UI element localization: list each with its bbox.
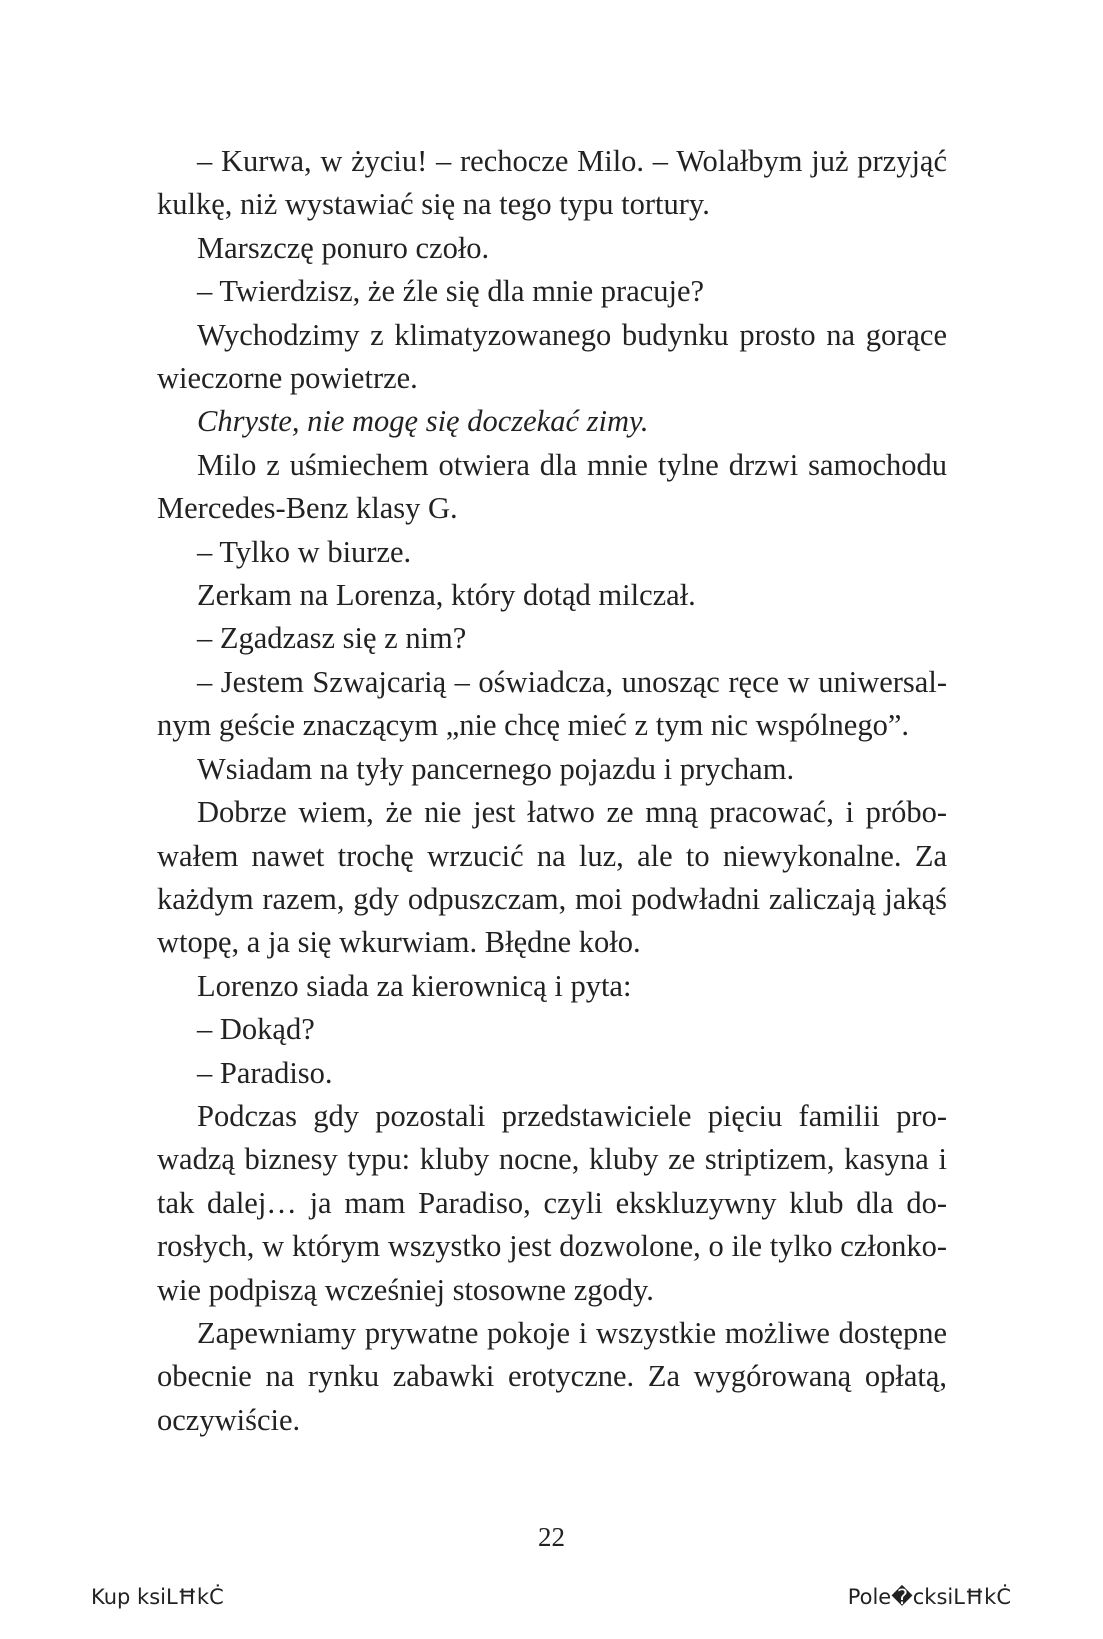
body-text — [157, 140, 947, 1442]
paragraph: – Zgadzasz się z nim? — [197, 621, 467, 656]
paragraph: Dobrze wiem, że nie jest łatwo ze mną pracować, i próbowałem nawet trochę wrzucić na luz, ale to niewykonalne. Za każdym razem, gdy odpuszczam, moi podwładni zaliczają jakąś wtopę, a ja się wkurwiam. Błędne koło. — [157, 795, 947, 960]
paragraph: Podczas gdy pozostali przedstawiciele pięciu familii prowadzą biznesy typu: kluby nocne, kluby ze striptizem, kasyna i tak dalej… ja mam Paradiso, czyli ekskluzywny klub dla dorosłych, w którym wszystko jest dozwolone, o ile tylko członkowie podpiszą wcześniej stosowne zgody. — [157, 1098, 947, 1307]
paragraph: Wychodzimy z klimatyzowanego budynku prosto na gorące wieczorne powietrze. — [157, 317, 947, 396]
paragraph: – Paradiso. — [197, 1055, 333, 1090]
paragraph: Zapewniamy prywatne pokoje i wszystkie możliwe dostępne obecnie na rynku zabawki erotyczne. Za wygórowaną opłatą, oczywiście. — [157, 1315, 947, 1437]
buy-book-link[interactable]: Kup ksiLĦkĊ — [91, 1585, 224, 1609]
paragraph: – Jestem Szwajcarią – oświadcza, unosząc ręce w uniwersalnym geście znaczącym „nie chcę mieć z tym nic wspólnego”. — [157, 664, 947, 743]
paragraph: Lorenzo siada za kierownicą i pyta: — [197, 968, 632, 1003]
paragraph: – Dokąd? — [197, 1012, 315, 1047]
paragraph: Wsiadam na tyły pancernego pojazdu i prycham. — [197, 751, 795, 786]
paragraph: Marszczę ponuro czoło. — [197, 230, 490, 265]
paragraph: Zerkam na Lorenza, który dotąd milczał. — [197, 578, 696, 613]
paragraph-italic: Chryste, nie mogę się doczekać zimy. — [197, 404, 649, 439]
paragraph: – Tylko w biurze. — [197, 534, 412, 569]
page-number: 22 — [538, 1522, 565, 1552]
paragraph: Milo z uśmiechem otwiera dla mnie tylne drzwi samochodu Mercedes-Benz klasy G. — [157, 447, 947, 526]
paragraph: – Kurwa, w życiu! – rechocze Milo. – Wolałbym już przyjąć kulkę, niż wystawiać się na tego typu tortury. — [157, 144, 947, 222]
recommend-book-link[interactable]: Pole�cksiLĦkĊ — [847, 1585, 1011, 1609]
paragraph: – Twierdzisz, że źle się dla mnie pracuje? — [197, 274, 705, 309]
